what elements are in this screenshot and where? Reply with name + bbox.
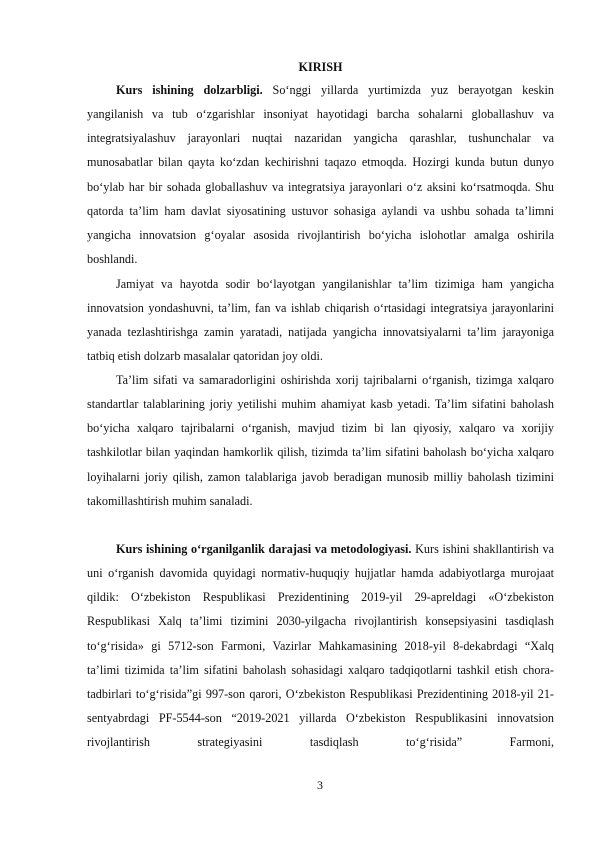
paragraph-text: Ta’lim sifati va samaradorligini oshirishda xorij tajribalarni o‘rganish, tizimga xalqaro standartlar talablarining joriy yetilishi muhim ahamiyat kasb yetadi. Ta’lim sifatini baholash bo‘yicha xalqaro tajribalarni o‘rganish, mavjud tizim bi lan qiyosiy, xalqaro va xorijiy tashkilotlar bilan yaqindan hamkorlik qilish, tizimda ta’lim sifatini baholash bo‘yicha xalqaro loyihalarni joriy qilish, zamon talablariga javob beradigan munosib milliy baholash tizimini takomillashtirish muhim sanaladi. [87,373,554,508]
paragraph-text: So‘nggi yillarda yurtimizda yuz berayotgan keskin yangilanish va tub o‘zgarishlar insoniyat hayotidagi barcha sohalarni globallashuv va integratsiyalashuv jarayonlari nuqtai nazaridan yangicha qarashlar, tushunchalar va munosabatlar bilan qayta ko‘zdan kechirishni taqazo etmoqda. Hozirgi kunda butun dunyo bo‘ylab har bir sohada globallashuv va integratsiya jarayonlari o‘z aksini ko‘rsatmoqda. Shu qatorda ta’lim ham davlat siyosatining ustuvor sohasiga aylandi va ushbu sohada ta’limni yangicha innovatsion g‘oyalar asosida rivojlantirish bo‘yicha islohotlar amalga oshirila boshlandi. [87,83,554,267]
section-heading: KIRISH [298,60,343,74]
page-number: 3 [317,778,323,792]
paragraph-lead: Kurs ishining dolzarbligi. [116,83,263,97]
paragraph-society [87,272,554,369]
paragraph-lead: Kurs ishining o‘rganilganlik darajasi va metodologiyasi. [116,542,412,556]
paragraph-text: Kurs ishini shakllantirish va uni o‘rganish davomida quyidagi normativ-huquqiy hujjatlar hamda adabiyotlarga murojaat qildik: O‘zbekiston Respublikasi Prezidentining 2019-yil 29-apreldagi «O‘zbekiston Respublikasi Xalq ta’limi tizimini 2030-yilgacha rivojlantirish konsepsiyasini tasdiqlash to‘g‘risida» gi 5712-son Farmoni, Vazirlar Mahkamasining 2018-yil 8-dekabrdagi “Xalq ta’limi tizimida ta’lim sifatini baholash sohasidagi xalqaro tadqiqotlarni tashkil etish chora-tadbirlari to‘g‘risida”gi 997-son qarori, O‘zbekiston Respublikasi Prezidentining 2018-yil 21-sentyabrdagi PF-5544-son “2019-2021 yillarda O‘zbekiston Respublikasini innovatsion rivojlantirish strategiyasini tasdiqlash to‘g‘risida” Farmoni, [87,542,554,750]
paragraph-methodology [87,537,554,754]
paragraph-quality [87,368,554,513]
paragraph-relevance [87,78,554,271]
paragraph-text: Jamiyat va hayotda sodir bo‘layotgan yangilanishlar ta’lim tizimiga ham yangicha innovatsion yondashuvni, ta’lim, fan va ishlab chiqarish o‘rtasidagi integratsiya jarayonlarini yanada tezlashtirishga zamin yaratadi, natijada yangicha innovatsiyalarni ta’lim jarayoniga tatbiq etish dolzarb masalalar qatoridan joy oldi. [87,277,554,364]
